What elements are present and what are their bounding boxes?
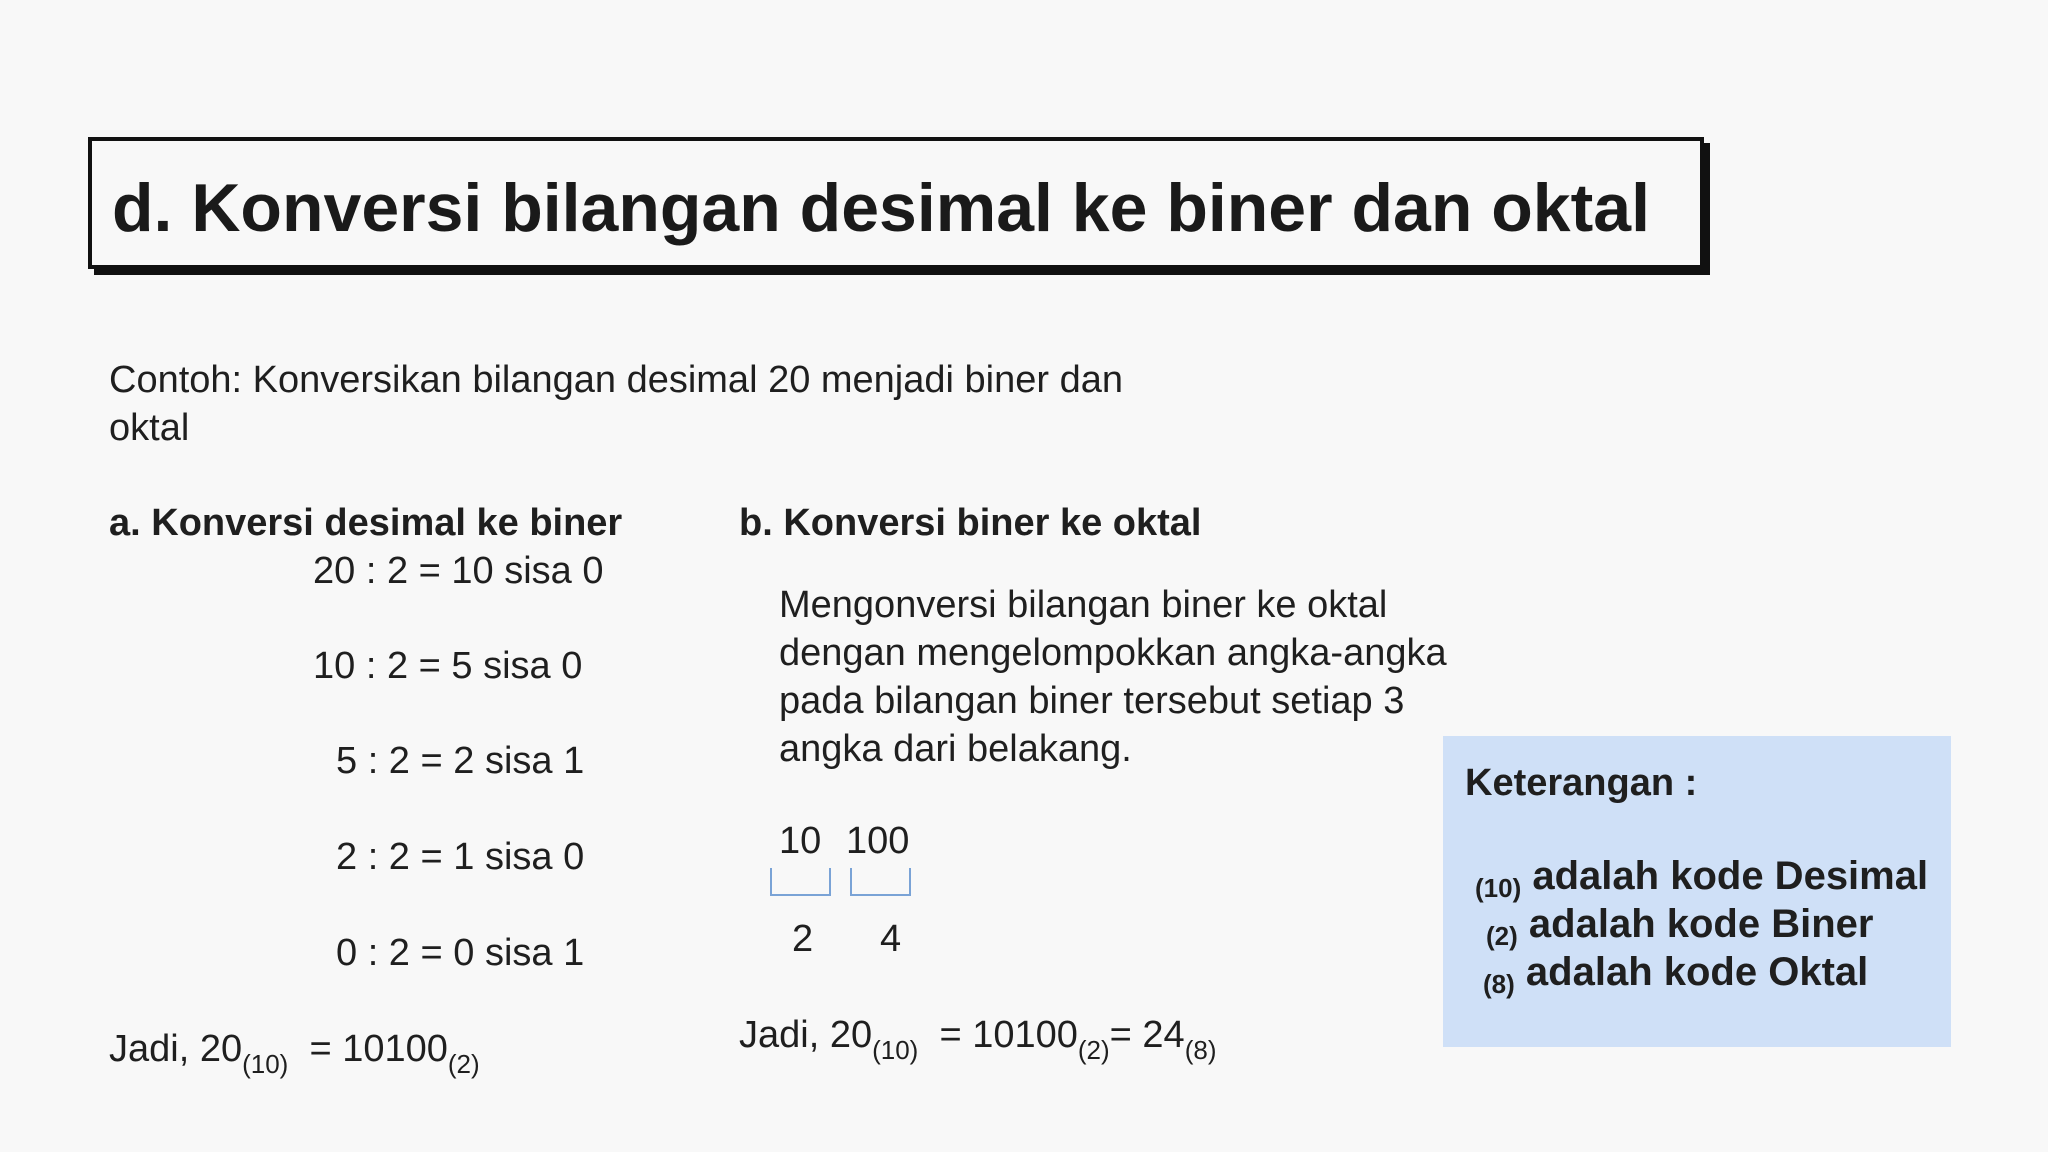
- group-bracket: [850, 868, 911, 896]
- division-step: 2 : 2 = 1 sisa 0: [336, 836, 585, 878]
- legend-text: adalah kode Desimal: [1532, 854, 1929, 898]
- legend-item-desimal: [1475, 854, 1928, 904]
- legend-subscript: (8): [1483, 969, 1515, 999]
- legend-item-oktal: [1483, 950, 1868, 1000]
- explanation-line: pada bilangan biner tersebut setiap 3: [779, 680, 1405, 722]
- result-octal: = 24: [1109, 1014, 1185, 1056]
- base-subscript: (2): [1077, 1035, 1110, 1065]
- division-step: 10 : 2 = 5 sisa 0: [313, 645, 583, 687]
- result-binary: = 10100: [939, 1014, 1078, 1056]
- explanation-line: Mengonversi bilangan biner ke oktal: [779, 584, 1388, 626]
- division-step: 0 : 2 = 0 sisa 1: [336, 932, 585, 974]
- octal-digit-1: 2: [792, 918, 814, 960]
- division-step: 20 : 2 = 10 sisa 0: [313, 550, 604, 592]
- section-b-result: [739, 1014, 1216, 1066]
- division-step: 5 : 2 = 2 sisa 1: [336, 740, 585, 782]
- legend-subscript: (10): [1475, 873, 1522, 903]
- page-title: d. Konversi bilangan desimal ke biner dan oktal: [112, 170, 1650, 246]
- result-prefix: Jadi, 20: [739, 1014, 873, 1056]
- octal-digit-2: 4: [880, 918, 902, 960]
- intro-line-1: Contoh: Konversikan bilangan desimal 20 menjadi biner dan: [109, 359, 1123, 401]
- explanation-line: angka dari belakang.: [779, 728, 1132, 770]
- base-subscript: (10): [242, 1049, 289, 1079]
- section-a-result: [109, 1028, 480, 1080]
- base-subscript: (8): [1184, 1035, 1217, 1065]
- section-b-explanation: [779, 581, 1447, 773]
- section-b-heading: b. Konversi biner ke oktal: [739, 502, 1202, 544]
- binary-group-2: 100: [846, 820, 910, 862]
- intro-text: [109, 356, 1123, 452]
- base-subscript: (2): [447, 1049, 480, 1079]
- group-bracket: [770, 868, 831, 896]
- legend-item-biner: [1486, 902, 1873, 952]
- section-a-heading: a. Konversi desimal ke biner: [109, 502, 623, 544]
- legend-text: adalah kode Biner: [1528, 902, 1874, 946]
- legend-title: Keterangan :: [1465, 762, 1698, 804]
- legend-box: [1443, 736, 1951, 1047]
- result-binary: = 10100: [309, 1028, 448, 1070]
- result-prefix: Jadi, 20: [109, 1028, 243, 1070]
- legend-text: adalah kode Oktal: [1525, 950, 1869, 994]
- legend-subscript: (2): [1486, 921, 1518, 951]
- base-subscript: (10): [872, 1035, 919, 1065]
- title-box: [88, 137, 1704, 269]
- explanation-line: dengan mengelompokkan angka-angka: [779, 632, 1447, 674]
- intro-line-2: oktal: [109, 407, 190, 449]
- binary-group-1: 10: [779, 820, 822, 862]
